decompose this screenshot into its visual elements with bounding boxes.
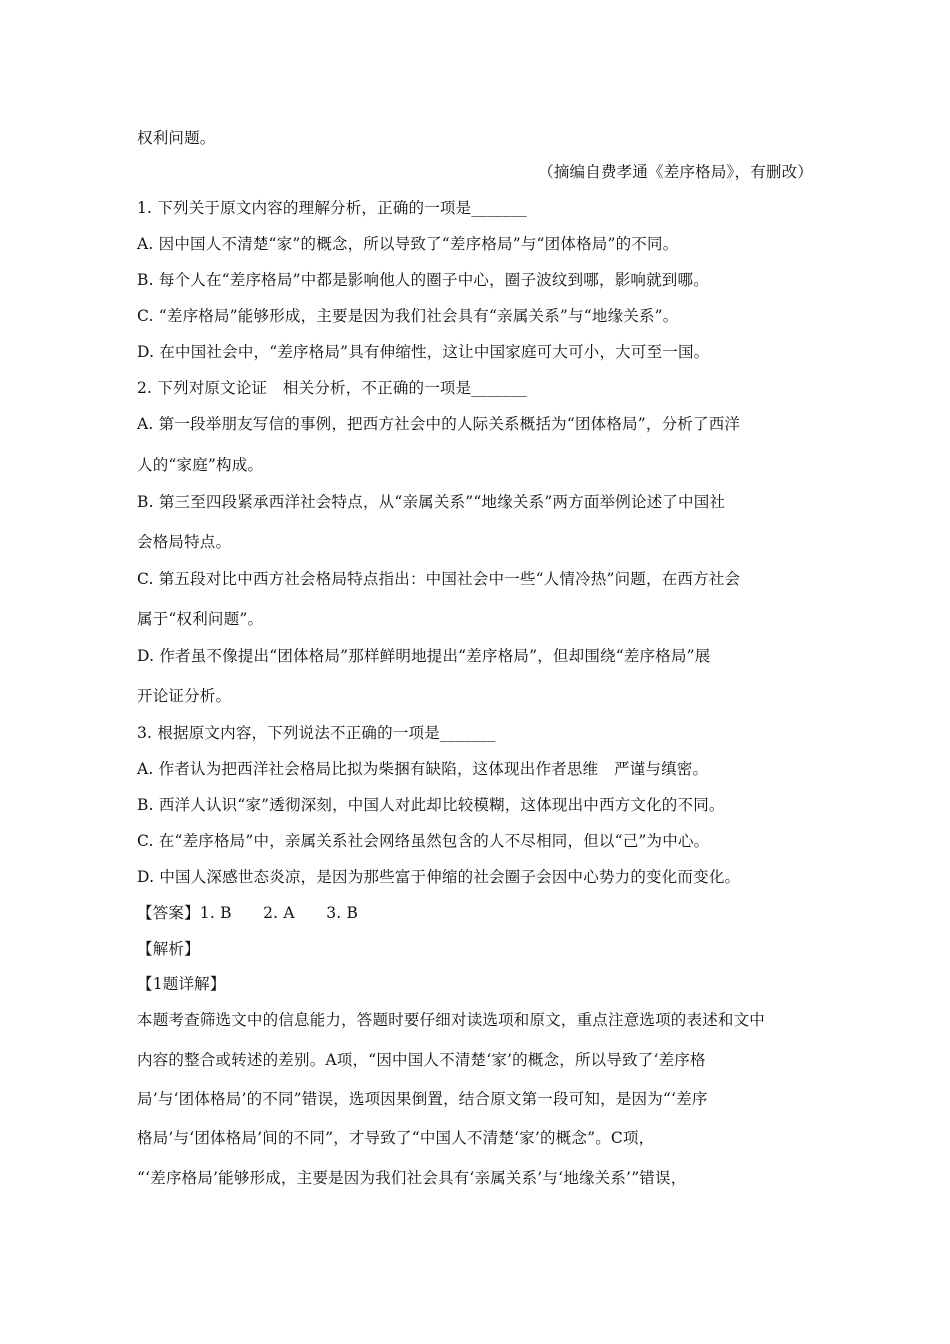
question-1-option-c: C. “差序格局”能够形成，主要是因为我们社会具有“亲属关系”与“地缘关系”。 <box>137 307 679 325</box>
text-line: 会格局特点。 <box>137 533 232 551</box>
question-1-option-b: B. 每个人在“差序格局”中都是影响他人的圈子中心，圈子波纹到哪，影响就到哪。 <box>137 271 709 289</box>
question-3-option-c: C. 在“差序格局”中，亲属关系社会网络虽然包含的人不尽相同，但以“己”为中心。 <box>137 832 710 850</box>
question-2-option-c: C. 第五段对比中西方社会格局特点指出：中国社会中一些“人情冷热”问题，在西方社会 <box>137 570 741 588</box>
text-line: 开论证分析。 <box>137 687 232 705</box>
text-line: 权利问题。 <box>137 129 216 147</box>
question-1-option-a: A. 因中国人不清楚“家”的概念，所以导致了“差序格局”与“团体格局”的不同。 <box>137 235 679 253</box>
question-2-option-d: D. 作者虽不像提出“团体格局”那样鲜明地提出“差序格局”，但却围绕“差序格局”展 <box>137 647 711 665</box>
text-line: 人的“家庭”构成。 <box>137 456 264 474</box>
analysis-heading: 【解析】 <box>137 940 200 958</box>
question-3-option-d: D. 中国人深感世态炎凉，是因为那些富于伸缩的社会圈子会因中心势力的变化而变化。 <box>137 868 741 886</box>
answer-line: 【答案】1. B 2. A 3. B <box>137 904 359 922</box>
question-1-stem: 1. 下列关于原文内容的理解分析，正确的一项是_______ <box>137 199 527 217</box>
question-2-stem: 2. 下列对原文论证 相关分析，不正确的一项是_______ <box>137 379 527 397</box>
explanation-line: 格局’与‘团体格局’间的不同”，才导致了“中国人不清楚‘家’的概念”。C项， <box>137 1129 655 1147</box>
explanation-line: 局’与‘团体格局’的不同”错误，选项因果倒置，结合原文第一段可知，是因为“‘差序 <box>137 1090 708 1108</box>
source-citation: （摘编自费孝通《差序格局》，有删改） <box>538 163 813 181</box>
detail-heading: 【1题详解】 <box>137 975 226 993</box>
text-line: 属于“权利问题”。 <box>137 610 264 628</box>
explanation-line: 内容的整合或转述的差别。A项，“因中国人不清楚‘家’的概念，所以导致了‘差序格 <box>137 1051 706 1069</box>
question-1-option-d: D. 在中国社会中，“差序格局”具有伸缩性，这让中国家庭可大可小，大可至一国。 <box>137 343 710 361</box>
explanation-line: “‘差序格局’能够形成，主要是因为我们社会具有‘亲属关系’与‘地缘关系’”错误， <box>137 1169 687 1187</box>
question-3-option-a: A. 作者认为把西洋社会格局比拟为柴捆有缺陷，这体现出作者思维 严谨与缜密。 <box>137 760 709 778</box>
question-2-option-a: A. 第一段举朋友写信的事例，把西方社会中的人际关系概括为“团体格局”，分析了西洋 <box>137 415 741 433</box>
explanation-line: 本题考查筛选文中的信息能力，答题时要仔细对读选项和原文，重点注意选项的表述和文中 <box>137 1011 766 1029</box>
question-2-option-b: B. 第三至四段紧承西洋社会特点，从“亲属关系”“地缘关系”两方面举例论述了中国社 <box>137 493 726 511</box>
question-3-option-b: B. 西洋人认识“家”透彻深刻，中国人对此却比较模糊，这体现出中西方文化的不同。 <box>137 796 725 814</box>
question-3-stem: 3. 根据原文内容，下列说法不正确的一项是_______ <box>137 724 496 742</box>
